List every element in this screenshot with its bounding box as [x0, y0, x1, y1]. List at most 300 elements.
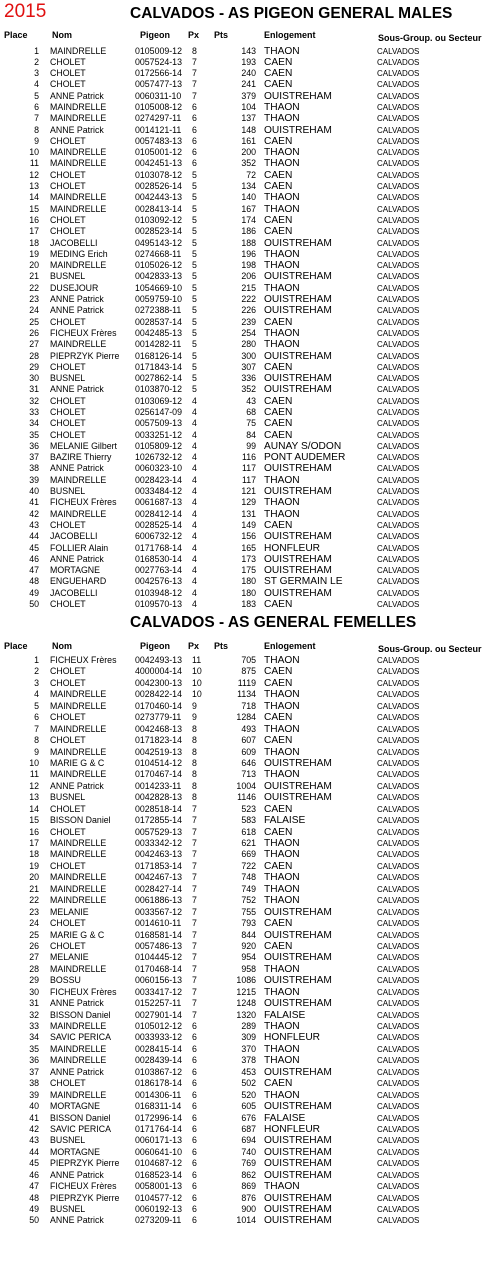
cell-pts: 954	[241, 952, 256, 963]
cell-nom: MAINDRELLE	[50, 1055, 107, 1066]
table-row	[0, 1181, 501, 1192]
cell-pts: 676	[241, 1112, 256, 1123]
table-row	[0, 701, 501, 712]
cell-place: 29	[29, 361, 39, 372]
cell-nom: MAINDRELLE	[50, 838, 107, 848]
cell-secteur: CALVADOS	[377, 600, 420, 610]
cell-enlogement: HONFLEUR	[264, 1123, 321, 1135]
cell-nom: FICHEUX Frères	[50, 327, 117, 338]
cell-px: 4	[192, 576, 197, 587]
cell-place: 42	[29, 508, 39, 519]
cell-nom: BUSNEL	[50, 792, 86, 803]
cell-pigeon: 0014233-11	[135, 780, 182, 791]
cell-place: 15	[29, 203, 39, 214]
cell-pigeon: 0105026-12	[135, 260, 182, 271]
table-row	[0, 181, 501, 192]
cell-place: 13	[29, 792, 39, 803]
cell-secteur: CALVADOS	[377, 758, 420, 768]
cell-enlogement: OUISTREHAM	[264, 271, 332, 283]
cell-px: 6	[192, 1021, 197, 1031]
cell-pigeon: 4000004-14	[135, 666, 182, 677]
cell-pigeon: 0060171-13	[135, 1135, 182, 1146]
cell-px: 5	[192, 260, 197, 271]
cell-px: 6	[192, 1204, 197, 1214]
table-row	[0, 884, 501, 895]
cell-nom: CHOLET	[50, 407, 86, 417]
table-row	[0, 91, 501, 102]
cell-place: 5	[34, 700, 39, 711]
header-place: Place	[4, 30, 28, 40]
table-row	[0, 147, 501, 158]
cell-px: 5	[192, 271, 197, 282]
cell-px: 4	[192, 587, 197, 598]
cell-px: 4	[192, 553, 197, 564]
cell-secteur: CALVADOS	[377, 498, 420, 508]
table-row	[0, 735, 501, 746]
table-row	[0, 758, 501, 769]
cell-secteur: CALVADOS	[377, 317, 420, 327]
cell-nom: FICHEUX Frères	[50, 1181, 117, 1192]
cell-enlogement: OUISTREHAM	[264, 1204, 332, 1215]
table-row	[0, 407, 501, 418]
cell-pigeon: 0028413-14	[135, 203, 182, 214]
cell-pigeon: 0060323-10	[135, 463, 182, 474]
cell-px: 4	[192, 429, 197, 440]
cell-enlogement: OUISTREHAM	[264, 565, 332, 577]
cell-pts: 749	[241, 883, 256, 894]
cell-place: 14	[29, 803, 39, 814]
cell-pigeon: 0042443-13	[135, 192, 182, 203]
cell-nom: MAINDRELLE	[50, 883, 107, 894]
cell-enlogement: THAON	[264, 1181, 300, 1193]
table-row	[0, 792, 501, 803]
table-row	[0, 102, 501, 113]
cell-nom: MELANIE	[50, 952, 89, 963]
cell-nom: PIEPRZYK Pierre	[50, 350, 120, 361]
cell-pigeon: 0014306-11	[135, 1089, 182, 1100]
table-row	[0, 305, 501, 316]
table-header-femelles	[0, 641, 501, 654]
table-row	[0, 827, 501, 838]
cell-enlogement: CAEN	[264, 181, 293, 193]
table-row	[0, 271, 501, 282]
cell-pts: 188	[241, 237, 256, 248]
cell-pts: 254	[241, 327, 256, 338]
table-row	[0, 373, 501, 384]
cell-px: 7	[192, 838, 197, 848]
cell-pigeon: 0256147-09	[135, 407, 182, 417]
cell-pigeon: 0172855-14	[135, 815, 182, 826]
table-row	[0, 769, 501, 780]
cell-enlogement: PONT AUDEMER	[264, 452, 346, 464]
cell-pts: 129	[241, 497, 256, 508]
cell-nom: MAINDRELLE	[50, 872, 107, 883]
cell-pts: 43	[246, 395, 256, 406]
cell-secteur: CALVADOS	[377, 91, 420, 101]
cell-pts: 370	[241, 1043, 256, 1054]
cell-enlogement: THAON	[264, 746, 300, 758]
cell-enlogement: OUISTREHAM	[264, 757, 332, 769]
cell-pts: 131	[241, 508, 256, 519]
cell-secteur: CALVADOS	[377, 850, 420, 860]
cell-enlogement: THAON	[264, 158, 300, 170]
cell-enlogement: FALAISE	[264, 1009, 306, 1021]
cell-nom: CHOLET	[50, 666, 86, 677]
cell-px: 6	[192, 158, 197, 169]
cell-px: 7	[192, 952, 197, 963]
cell-enlogement: OUISTREHAM	[264, 350, 332, 362]
cell-enlogement: THAON	[264, 723, 300, 735]
results-table-femelles	[0, 655, 501, 1227]
cell-pts: 1215	[236, 986, 256, 997]
cell-pts: 1004	[236, 780, 256, 791]
cell-pts: 117	[241, 474, 256, 485]
cell-place: 13	[29, 181, 39, 192]
section-title-femelles: CALVADOS - AS GENERAL FEMELLES	[130, 614, 417, 631]
cell-pigeon: 0103069-12	[135, 395, 182, 406]
cell-enlogement: THAON	[264, 147, 300, 159]
cell-pigeon: 0109570-13	[135, 599, 182, 610]
cell-secteur: CALVADOS	[377, 1090, 420, 1100]
cell-px: 9	[192, 712, 197, 723]
cell-place: 43	[29, 519, 39, 530]
cell-secteur: CALVADOS	[377, 1136, 420, 1146]
cell-nom: BAZIRE Thierry	[50, 452, 112, 463]
cell-px: 7	[192, 986, 197, 997]
cell-pts: 200	[241, 147, 256, 158]
cell-place: 39	[29, 474, 39, 485]
cell-secteur: CALVADOS	[377, 532, 420, 542]
cell-pigeon: 0274668-11	[135, 248, 182, 259]
cell-enlogement: CAEN	[264, 316, 293, 328]
cell-place: 10	[29, 147, 39, 158]
cell-secteur: CALVADOS	[377, 283, 420, 293]
cell-enlogement: OUISTREHAM	[264, 587, 332, 599]
cell-pigeon: 0027862-14	[135, 373, 182, 384]
cell-pts: 72	[246, 169, 256, 180]
cell-enlogement: HONFLEUR	[264, 542, 321, 554]
cell-pts: 180	[241, 587, 256, 598]
cell-enlogement: CAEN	[264, 135, 293, 147]
cell-nom: ANNE Patrick	[50, 124, 104, 135]
cell-px: 6	[192, 1146, 197, 1157]
cell-nom: FICHEUX Frères	[50, 497, 117, 508]
cell-pts: 239	[241, 316, 256, 327]
cell-place: 30	[29, 373, 39, 384]
cell-pigeon: 0273779-11	[135, 712, 182, 723]
table-row	[0, 861, 501, 872]
cell-nom: MAINDRELLE	[50, 700, 107, 711]
cell-px: 6	[192, 1112, 197, 1123]
cell-nom: MAINDRELLE	[50, 689, 107, 700]
table-row	[0, 895, 501, 906]
cell-pigeon: 0027763-14	[135, 565, 182, 576]
cell-enlogement: THAON	[264, 883, 300, 895]
cell-px: 5	[192, 169, 197, 180]
cell-pigeon: 0104577-12	[135, 1192, 182, 1203]
cell-nom: MAINDRELLE	[50, 45, 107, 56]
cell-secteur: CALVADOS	[377, 667, 420, 677]
cell-nom: MARIE G & C	[50, 757, 105, 768]
cell-nom: CHOLET	[50, 940, 86, 951]
cell-place: 22	[29, 282, 39, 293]
table-row	[0, 1044, 501, 1055]
cell-enlogement: CAEN	[264, 712, 293, 724]
cell-pts: 173	[241, 553, 256, 564]
cell-enlogement: CAEN	[264, 519, 293, 531]
cell-pts: 352	[241, 158, 256, 169]
cell-pigeon: 0105809-12	[135, 440, 182, 451]
header-nom: Nom	[52, 30, 72, 40]
cell-nom: ANNE Patrick	[50, 553, 104, 564]
cell-enlogement: OUISTREHAM	[264, 952, 332, 964]
cell-px: 7	[192, 883, 197, 894]
cell-enlogement: THAON	[264, 1089, 300, 1101]
table-row	[0, 294, 501, 305]
cell-nom: BUSNEL	[50, 1135, 86, 1146]
cell-enlogement: CAEN	[264, 407, 293, 418]
cell-px: 11	[192, 655, 202, 665]
cell-pigeon: 0273209-11	[135, 1215, 182, 1226]
cell-secteur: CALVADOS	[377, 272, 420, 282]
cell-px: 4	[192, 452, 197, 463]
cell-place: 24	[29, 918, 39, 929]
cell-pigeon: 0028526-14	[135, 181, 182, 192]
cell-px: 8	[192, 723, 197, 734]
cell-pigeon: 0042493-13	[135, 655, 182, 665]
cell-place: 37	[29, 1066, 39, 1077]
cell-enlogement: THAON	[264, 986, 300, 998]
cell-secteur: CALVADOS	[377, 1170, 420, 1180]
table-row	[0, 804, 501, 815]
cell-pts: 84	[246, 429, 256, 440]
cell-pts: 958	[241, 963, 256, 974]
cell-place: 3	[34, 677, 39, 688]
cell-px: 6	[192, 1192, 197, 1203]
table-row	[0, 1090, 501, 1101]
cell-nom: CHOLET	[50, 169, 86, 180]
table-row	[0, 838, 501, 849]
cell-enlogement: OUISTREHAM	[264, 373, 332, 385]
cell-enlogement: CAEN	[264, 803, 293, 815]
cell-nom: CHOLET	[50, 599, 86, 610]
cell-px: 8	[192, 780, 197, 791]
cell-pigeon: 0033933-12	[135, 1032, 182, 1043]
year-label: 2015	[4, 1, 47, 22]
cell-nom: CHOLET	[50, 79, 86, 90]
cell-px: 10	[192, 677, 202, 688]
cell-place: 42	[29, 1123, 39, 1134]
cell-place: 25	[29, 929, 39, 940]
table-row	[0, 678, 501, 689]
cell-place: 41	[29, 497, 39, 508]
cell-px: 5	[192, 316, 197, 327]
cell-pts: 167	[241, 203, 256, 214]
table-row	[0, 362, 501, 373]
cell-pigeon: 0272388-11	[135, 305, 182, 316]
cell-pigeon: 0105009-12	[135, 45, 182, 56]
cell-pts: 156	[241, 531, 256, 542]
cell-place: 2	[34, 56, 39, 67]
cell-px: 6	[192, 1169, 197, 1180]
cell-pts: 186	[241, 226, 256, 237]
cell-enlogement: FALAISE	[264, 815, 306, 827]
cell-pts: 1119	[237, 677, 256, 688]
cell-place: 45	[29, 542, 39, 553]
table-row	[0, 57, 501, 68]
cell-secteur: CALVADOS	[377, 690, 420, 700]
cell-place: 18	[29, 237, 39, 248]
cell-pts: 222	[241, 294, 256, 305]
cell-place: 35	[29, 1043, 39, 1054]
cell-px: 8	[192, 769, 197, 780]
cell-nom: CHOLET	[50, 429, 86, 440]
cell-place: 7	[34, 113, 39, 124]
cell-pts: 75	[246, 418, 256, 429]
cell-place: 47	[29, 1181, 39, 1192]
cell-secteur: CALVADOS	[377, 701, 420, 711]
cell-enlogement: OUISTREHAM	[264, 463, 332, 475]
cell-pigeon: 0060156-13	[135, 975, 182, 986]
cell-pigeon: 0042467-13	[135, 872, 182, 883]
cell-nom: JACOBELLI	[50, 587, 98, 598]
cell-pigeon: 0028422-14	[135, 689, 182, 700]
cell-nom: MAINDRELLE	[50, 158, 107, 169]
cell-pts: 718	[241, 700, 256, 711]
cell-pigeon: 0042833-13	[135, 271, 182, 282]
table-row	[0, 975, 501, 986]
table-row	[0, 339, 501, 350]
cell-pigeon: 0171764-14	[135, 1123, 182, 1134]
table-row	[0, 1032, 501, 1043]
cell-pts: 1146	[237, 792, 256, 803]
cell-pts: 769	[241, 1158, 256, 1169]
cell-pts: 713	[241, 769, 256, 780]
cell-secteur: CALVADOS	[377, 1022, 420, 1031]
cell-place: 2	[34, 666, 39, 677]
cell-place: 4	[34, 79, 39, 90]
cell-pigeon: 0033484-12	[135, 486, 182, 497]
cell-nom: CHOLET	[50, 395, 86, 406]
cell-px: 7	[192, 68, 197, 79]
header-pigeon: Pigeon	[140, 30, 171, 40]
cell-place: 34	[29, 1032, 39, 1043]
cell-enlogement: OUISTREHAM	[264, 294, 332, 306]
cell-secteur: CALVADOS	[377, 577, 420, 587]
cell-pigeon: 0171823-14	[135, 735, 182, 746]
cell-pts: 307	[241, 361, 256, 372]
cell-enlogement: CAEN	[264, 169, 293, 181]
cell-nom: MELANIE Gilbert	[50, 440, 117, 451]
cell-place: 17	[29, 226, 39, 237]
cell-px: 9	[192, 700, 197, 711]
table-row	[0, 747, 501, 758]
cell-secteur: CALVADOS	[377, 102, 420, 112]
cell-secteur: CALVADOS	[377, 566, 420, 576]
table-row	[0, 1204, 501, 1215]
cell-pigeon: 0103870-12	[135, 384, 182, 395]
cell-place: 20	[29, 260, 39, 271]
cell-nom: ANNE Patrick	[50, 294, 104, 305]
cell-secteur: CALVADOS	[377, 964, 420, 974]
table-row	[0, 249, 501, 260]
cell-px: 5	[192, 226, 197, 237]
cell-pts: 68	[246, 407, 256, 417]
cell-secteur: CALVADOS	[377, 430, 420, 440]
table-row	[0, 1135, 501, 1146]
cell-px: 7	[192, 860, 197, 871]
table-row	[0, 463, 501, 474]
cell-px: 4	[192, 565, 197, 576]
cell-nom: MAINDRELLE	[50, 963, 107, 974]
cell-pigeon: 0042519-13	[135, 746, 182, 757]
cell-nom: ANNE Patrick	[50, 998, 104, 1009]
cell-place: 48	[29, 576, 39, 587]
cell-px: 7	[192, 1009, 197, 1020]
cell-px: 7	[192, 90, 197, 101]
table-row	[0, 430, 501, 441]
cell-nom: MAINDRELLE	[50, 192, 107, 203]
cell-secteur: CALVADOS	[377, 170, 420, 180]
cell-secteur: CALVADOS	[377, 884, 420, 894]
table-row	[0, 872, 501, 883]
table-row	[0, 215, 501, 226]
cell-secteur: CALVADOS	[377, 1067, 420, 1077]
cell-pts: 183	[241, 599, 256, 610]
cell-pigeon: 0033251-12	[135, 429, 182, 440]
cell-secteur: CALVADOS	[377, 930, 420, 940]
cell-nom: MORTAGNE	[50, 1146, 101, 1157]
cell-secteur: CALVADOS	[377, 136, 420, 146]
cell-px: 4	[192, 463, 197, 474]
cell-nom: MAINDRELLE	[50, 339, 107, 350]
cell-px: 4	[192, 508, 197, 519]
cell-px: 5	[192, 384, 197, 395]
cell-pigeon: 0042576-13	[135, 576, 182, 587]
table-header-males	[0, 30, 501, 43]
cell-enlogement: HONFLEUR	[264, 1032, 321, 1044]
cell-nom: MAINDRELLE	[50, 895, 107, 906]
cell-pigeon: 0057524-13	[135, 56, 182, 67]
cell-nom: CHOLET	[50, 418, 86, 429]
cell-px: 4	[192, 440, 197, 451]
cell-enlogement: OUISTREHAM	[264, 1169, 332, 1181]
cell-pts: 140	[241, 192, 256, 203]
cell-enlogement: OUISTREHAM	[264, 486, 332, 498]
cell-place: 1	[34, 655, 39, 665]
cell-px: 8	[192, 792, 197, 803]
table-row	[0, 384, 501, 395]
cell-place: 41	[29, 1112, 39, 1123]
table-row	[0, 226, 501, 237]
cell-secteur: CALVADOS	[377, 182, 420, 192]
cell-nom: ANNE Patrick	[50, 90, 104, 101]
cell-nom: CHOLET	[50, 316, 86, 327]
cell-pts: 875	[241, 666, 256, 677]
cell-place: 4	[34, 689, 39, 700]
cell-pts: 618	[241, 826, 256, 837]
cell-secteur: CALVADOS	[377, 238, 420, 248]
cell-nom: FOLLIER Alain	[50, 542, 109, 553]
cell-nom: MELANIE	[50, 906, 89, 917]
cell-pigeon: 0057509-13	[135, 418, 182, 429]
cell-pigeon: 0274297-11	[135, 113, 182, 124]
cell-secteur: CALVADOS	[377, 588, 420, 598]
table-row	[0, 497, 501, 508]
cell-place: 14	[29, 192, 39, 203]
cell-place: 36	[29, 440, 39, 451]
table-row	[0, 452, 501, 463]
